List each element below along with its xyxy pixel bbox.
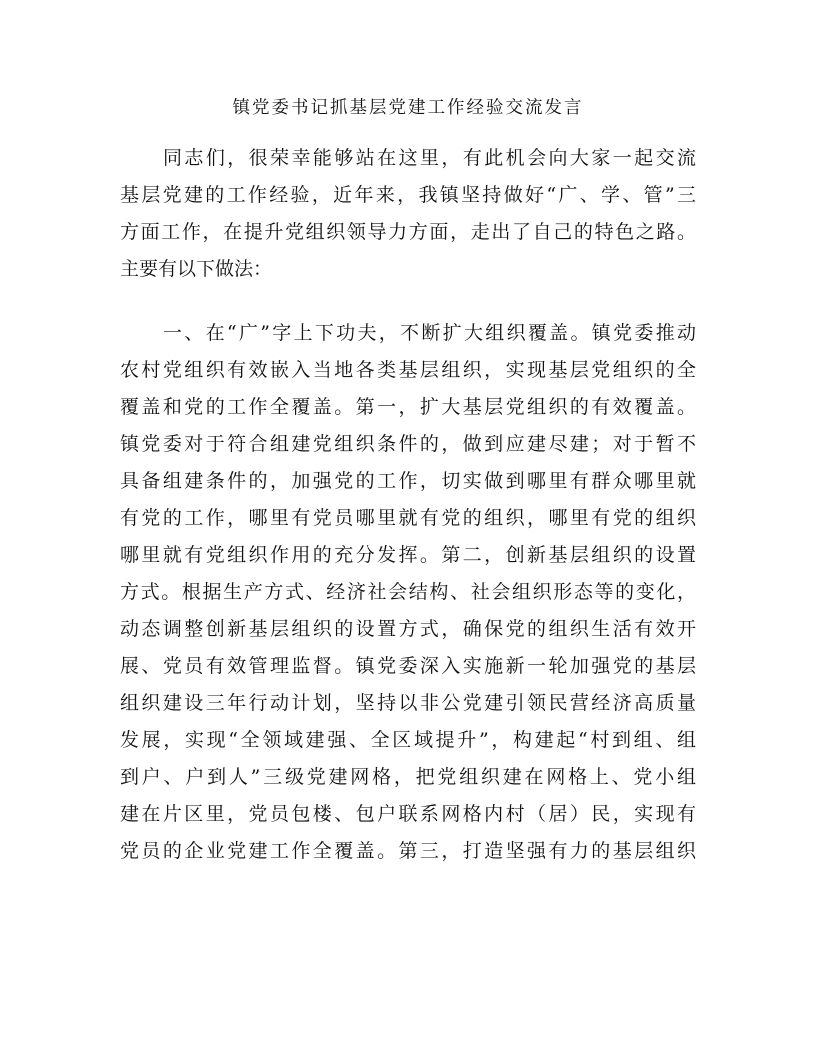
text-line: 具备组建条件的，加强党的工作，切实做到哪里有群众哪里就: [120, 470, 696, 492]
text-line: 镇党委对于符合组建党组织条件的，做到应建尽建；对于暂不: [120, 433, 696, 455]
text-line: 展、党员有效管理监督。镇党委深入实施新一轮加强党的基层: [120, 655, 696, 677]
text-line: 基层党建的工作经验，近年来，我镇坚持做好“广、学、管”三: [120, 184, 696, 206]
text-line: 动态调整创新基层组织的设置方式，确保党的组织生活有效开: [120, 618, 696, 640]
text-line: 党员的企业党建工作全覆盖。第三，打造坚强有力的基层组织: [120, 840, 696, 862]
paragraph-section-one: [120, 315, 696, 870]
text-line: 方面工作，在提升党组织领导力方面，走出了自己的特色之路。: [120, 221, 696, 243]
text-line: 到户、户到人”三级党建网格，把党组织建在网格上、党小组: [120, 766, 696, 788]
text-line: 同志们，很荣幸能够站在这里，有此机会向大家一起交流: [163, 147, 696, 169]
text-line: 建在片区里，党员包楼、包户联系网格内村（居）民，实现有: [120, 803, 696, 825]
text-line: 组织建设三年行动计划，坚持以非公党建引领民营经济高质量: [120, 692, 696, 714]
text-line: 一、在“广”字上下功夫，不断扩大组织覆盖。镇党委推动: [163, 322, 696, 344]
text-line: 农村党组织有效嵌入当地各类基层组织，实现基层党组织的全: [120, 359, 696, 381]
paragraph-intro: [120, 140, 696, 288]
document-title: 镇党委书记抓基层党建工作经验交流发言: [232, 98, 584, 118]
text-line: 方式。根据生产方式、经济社会结构、社会组织形态等的变化，: [120, 581, 696, 603]
text-line: 哪里就有党组织作用的充分发挥。第二，创新基层组织的设置: [120, 544, 696, 566]
text-line: 发展，实现“全领域建强、全区域提升”，构建起“村到组、组: [120, 729, 696, 751]
text-line: 有党的工作，哪里有党员哪里就有党的组织，哪里有党的组织: [120, 507, 696, 529]
text-line: 主要有以下做法：: [120, 258, 273, 280]
text-line: 覆盖和党的工作全覆盖。第一，扩大基层党组织的有效覆盖。: [120, 396, 696, 418]
